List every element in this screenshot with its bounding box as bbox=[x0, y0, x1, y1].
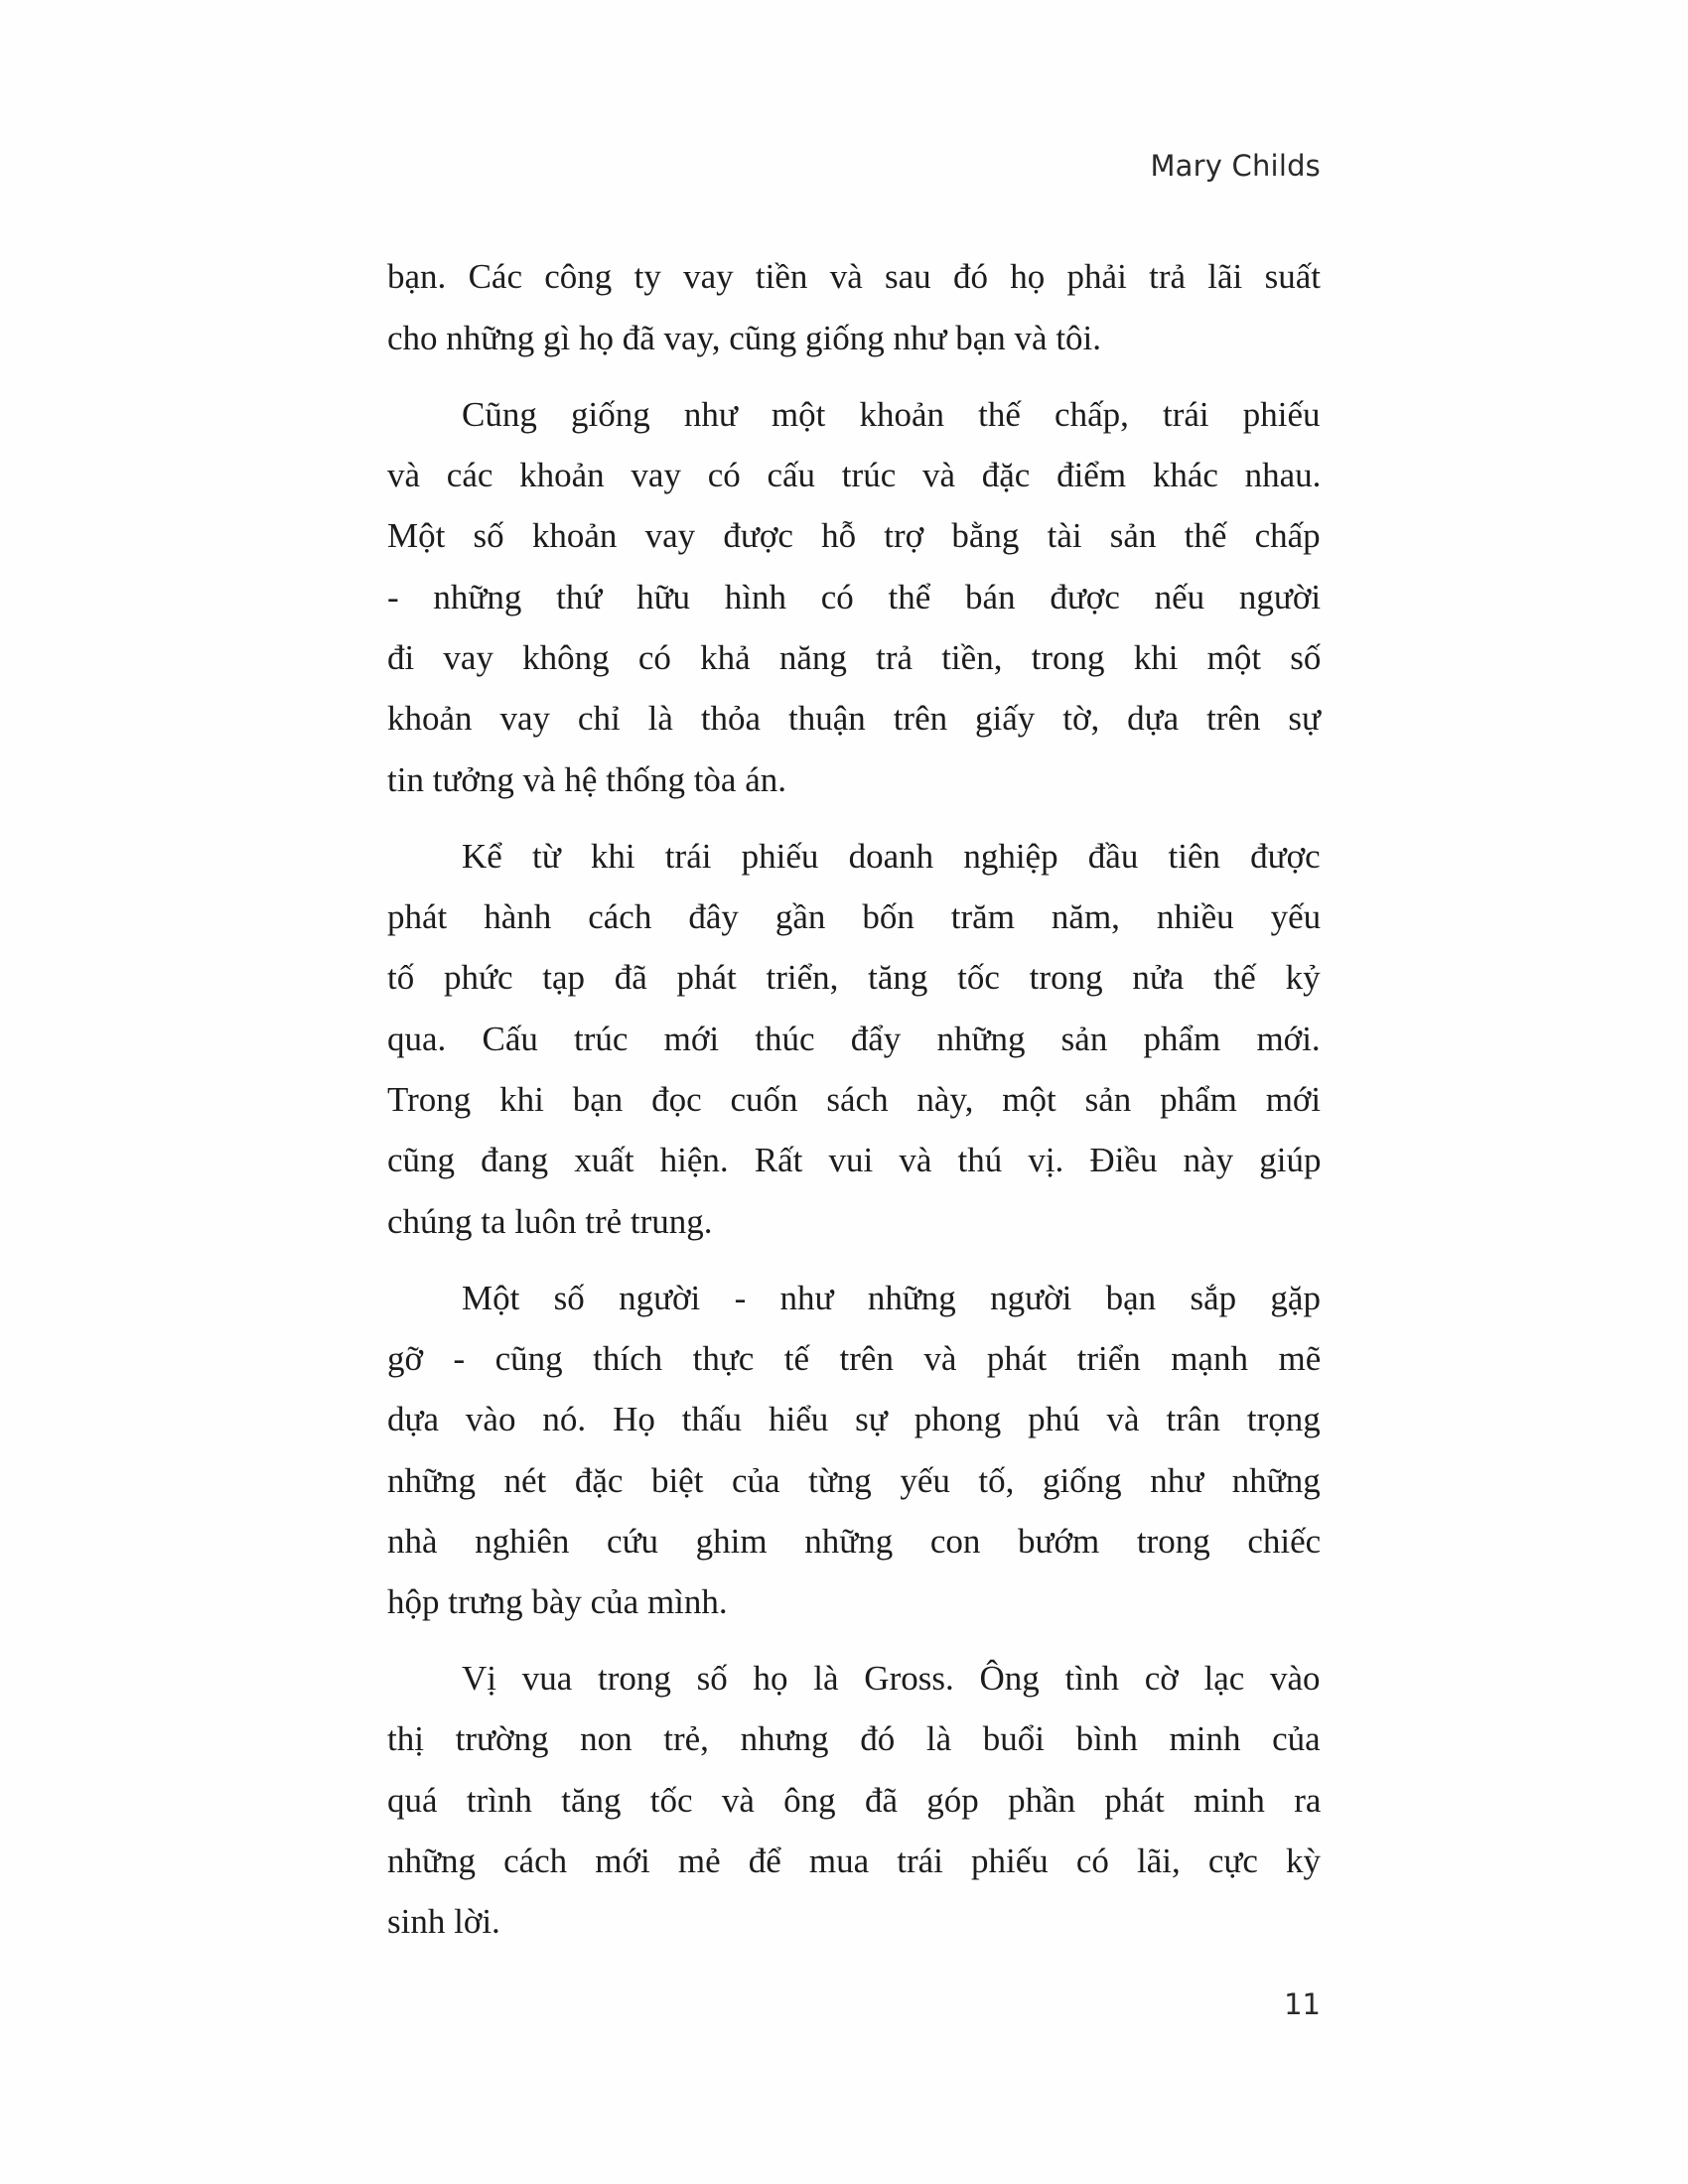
page-number: 11 bbox=[1284, 1987, 1321, 2021]
text-line: cũng đang xuất hiện. Rất vui và thú vị. Điều này giúp bbox=[387, 1141, 1322, 1179]
text-line: gỡ - cũng thích thực tế trên và phát triển mạnh mẽ bbox=[387, 1339, 1322, 1378]
text-line: - những thứ hữu hình có thể bán được nếu người bbox=[387, 578, 1322, 616]
text-line: những cách mới mẻ để mua trái phiếu có lãi, cực kỳ bbox=[387, 1842, 1322, 1880]
text-line: nhà nghiên cứu ghim những con bướm trong chiếc bbox=[387, 1522, 1322, 1561]
text-line: khoản vay chỉ là thỏa thuận trên giấy tờ, dựa trên sự bbox=[387, 699, 1322, 738]
text-line: tin tưởng và hệ thống tòa án. bbox=[387, 760, 786, 799]
text-line: tố phức tạp đã phát triển, tăng tốc trong nửa thế kỷ bbox=[387, 958, 1321, 997]
running-head-author: Mary Childs bbox=[1150, 149, 1321, 183]
text-line: dựa vào nó. Họ thấu hiểu sự phong phú và trân trọng bbox=[387, 1400, 1321, 1438]
text-line: Vị vua trong số họ là Gross. Ông tình cờ lạc vào bbox=[462, 1659, 1321, 1698]
text-line: Trong khi bạn đọc cuốn sách này, một sản phẩm mới bbox=[387, 1080, 1322, 1119]
text-line: chúng ta luôn trẻ trung. bbox=[387, 1202, 713, 1241]
text-line: thị trường non trẻ, nhưng đó là buổi bình minh của bbox=[387, 1719, 1321, 1758]
text-line: hộp trưng bày của mình. bbox=[387, 1582, 728, 1621]
text-line: đi vay không có khả năng trả tiền, trong khi một số bbox=[387, 638, 1322, 677]
text-line: cho những gì họ đã vay, cũng giống như bạn và tôi. bbox=[387, 319, 1102, 357]
text-line: bạn. Các công ty vay tiền và sau đó họ phải trả lãi suất bbox=[387, 257, 1321, 296]
text-line: quá trình tăng tốc và ông đã góp phần phát minh ra bbox=[387, 1781, 1322, 1820]
text-line: phát hành cách đây gần bốn trăm năm, nhiều yếu bbox=[387, 897, 1322, 936]
text-line: Một số khoản vay được hỗ trợ bằng tài sản thế chấp bbox=[387, 516, 1321, 555]
text-line: Kể từ khi trái phiếu doanh nghiệp đầu tiên được bbox=[462, 837, 1321, 876]
text-line: và các khoản vay có cấu trúc và đặc điểm khác nhau. bbox=[387, 456, 1322, 494]
text-line: những nét đặc biệt của từng yếu tố, giống như những bbox=[387, 1461, 1321, 1500]
text-line: qua. Cấu trúc mới thúc đẩy những sản phẩm mới. bbox=[387, 1020, 1321, 1058]
text-line: sinh lời. bbox=[387, 1902, 500, 1941]
text-line: Cũng giống như một khoản thế chấp, trái phiếu bbox=[462, 395, 1321, 434]
text-line: Một số người - như những người bạn sắp gặp bbox=[462, 1279, 1321, 1317]
